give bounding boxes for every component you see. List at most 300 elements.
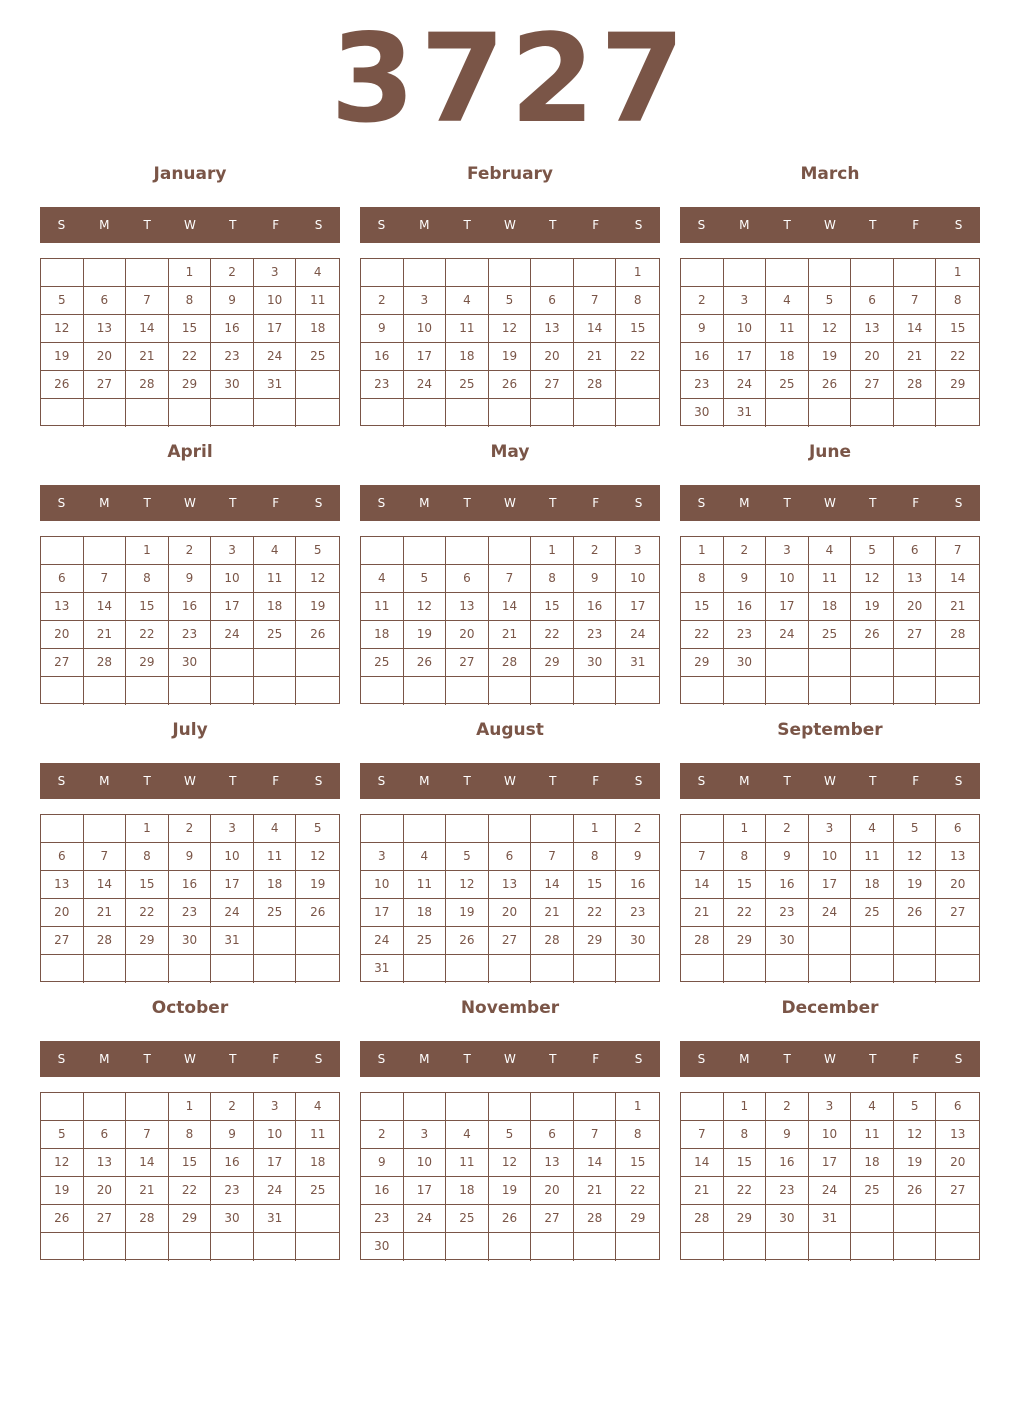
day-cell: 1 (126, 537, 169, 565)
day-cell: 15 (936, 315, 979, 343)
empty-day-cell (894, 399, 937, 427)
empty-day-cell (84, 259, 127, 287)
empty-day-cell (254, 1233, 297, 1261)
day-cell: 30 (681, 399, 724, 427)
day-cell: 27 (936, 1177, 979, 1205)
day-cell: 15 (724, 1149, 767, 1177)
empty-day-cell (489, 677, 532, 705)
day-cell: 3 (211, 815, 254, 843)
day-cell: 28 (681, 1205, 724, 1233)
empty-day-cell (936, 677, 979, 705)
empty-day-cell (404, 1093, 447, 1121)
day-cell: 13 (531, 315, 574, 343)
day-cell: 2 (574, 537, 617, 565)
day-cell: 2 (766, 815, 809, 843)
day-cell: 14 (531, 871, 574, 899)
empty-day-cell (616, 399, 659, 427)
day-cell: 9 (169, 843, 212, 871)
day-cell: 7 (936, 537, 979, 565)
empty-day-cell (446, 1233, 489, 1261)
month-title: April (167, 442, 213, 462)
empty-day-cell (724, 955, 767, 983)
day-cell: 9 (211, 287, 254, 315)
month-title: October (151, 998, 229, 1018)
weekday-header (680, 763, 980, 799)
day-cell: 19 (489, 343, 532, 371)
day-cell: 3 (361, 843, 404, 871)
day-cell: 3 (211, 537, 254, 565)
day-cell: 7 (681, 843, 724, 871)
day-cell: 13 (936, 1121, 979, 1149)
day-cell: 30 (766, 927, 809, 955)
weekday-label: T (869, 774, 877, 788)
empty-day-cell (84, 1233, 127, 1261)
day-cell: 14 (936, 565, 979, 593)
empty-day-cell (766, 259, 809, 287)
weekday-label: F (592, 1052, 600, 1066)
day-cell: 29 (126, 649, 169, 677)
empty-day-cell (574, 399, 617, 427)
empty-day-cell (724, 677, 767, 705)
empty-day-cell (296, 927, 339, 955)
month-title: February (466, 164, 554, 184)
day-cell: 5 (404, 565, 447, 593)
empty-day-cell (894, 1233, 937, 1261)
weekday-label: S (697, 218, 706, 232)
day-cell: 1 (936, 259, 979, 287)
empty-day-cell (531, 815, 574, 843)
day-cell: 22 (169, 1177, 212, 1205)
day-cell: 8 (126, 843, 169, 871)
weekday-label: T (143, 496, 151, 510)
weekday-label: F (272, 1052, 280, 1066)
day-cell: 8 (936, 287, 979, 315)
empty-day-cell (489, 955, 532, 983)
day-cell: 14 (84, 871, 127, 899)
day-cell: 28 (681, 927, 724, 955)
day-cell: 27 (84, 1205, 127, 1233)
day-cell: 11 (446, 1149, 489, 1177)
day-cell: 14 (574, 1149, 617, 1177)
month-title: March (800, 164, 860, 184)
weekday-label: T (783, 496, 791, 510)
empty-day-cell (851, 399, 894, 427)
empty-day-cell (936, 927, 979, 955)
empty-day-cell (531, 955, 574, 983)
empty-day-cell (211, 1233, 254, 1261)
empty-day-cell (41, 1093, 84, 1121)
day-cell: 24 (404, 1205, 447, 1233)
day-cell: 3 (766, 537, 809, 565)
day-cell: 14 (681, 871, 724, 899)
day-cell: 29 (531, 649, 574, 677)
day-cell: 12 (446, 871, 489, 899)
day-cell: 19 (489, 1177, 532, 1205)
day-cell: 22 (724, 899, 767, 927)
empty-day-cell (574, 955, 617, 983)
empty-day-cell (254, 399, 297, 427)
day-cell: 30 (169, 649, 212, 677)
day-cell: 22 (169, 343, 212, 371)
day-cell: 26 (446, 927, 489, 955)
day-cell: 19 (894, 1149, 937, 1177)
day-cell: 8 (724, 1121, 767, 1149)
day-grid (360, 1092, 660, 1260)
weekday-label: T (229, 218, 237, 232)
day-cell: 12 (489, 315, 532, 343)
day-cell: 16 (681, 343, 724, 371)
day-cell: 12 (296, 843, 339, 871)
year-title: 3727 (330, 8, 690, 150)
day-cell: 26 (296, 621, 339, 649)
day-cell: 7 (84, 843, 127, 871)
day-cell: 19 (296, 871, 339, 899)
month-title: July (172, 720, 208, 740)
day-cell: 15 (169, 315, 212, 343)
day-cell: 10 (254, 287, 297, 315)
day-cell: 21 (489, 621, 532, 649)
empty-day-cell (894, 677, 937, 705)
month-title: June (808, 442, 852, 462)
day-grid (360, 814, 660, 982)
day-cell: 8 (616, 287, 659, 315)
day-cell: 22 (126, 899, 169, 927)
day-cell: 27 (531, 371, 574, 399)
empty-day-cell (766, 955, 809, 983)
weekday-label: W (504, 496, 516, 510)
day-cell: 13 (851, 315, 894, 343)
day-cell: 9 (724, 565, 767, 593)
empty-day-cell (126, 677, 169, 705)
day-cell: 26 (489, 371, 532, 399)
empty-day-cell (446, 677, 489, 705)
weekday-label: S (314, 218, 323, 232)
weekday-label: S (954, 218, 963, 232)
weekday-label: M (739, 1052, 750, 1066)
day-cell: 29 (724, 927, 767, 955)
weekday-label: F (272, 496, 280, 510)
day-cell: 13 (489, 871, 532, 899)
day-cell: 13 (446, 593, 489, 621)
day-cell: 20 (894, 593, 937, 621)
empty-day-cell (211, 399, 254, 427)
day-cell: 23 (211, 343, 254, 371)
empty-day-cell (296, 955, 339, 983)
day-cell: 13 (936, 843, 979, 871)
day-cell: 17 (211, 871, 254, 899)
empty-day-cell (361, 1093, 404, 1121)
day-cell: 27 (531, 1205, 574, 1233)
day-cell: 25 (361, 649, 404, 677)
day-cell: 9 (574, 565, 617, 593)
day-cell: 7 (126, 287, 169, 315)
weekday-header (360, 763, 660, 799)
day-cell: 26 (809, 371, 852, 399)
day-cell: 15 (681, 593, 724, 621)
day-cell: 26 (894, 899, 937, 927)
day-cell: 18 (361, 621, 404, 649)
day-cell: 5 (296, 537, 339, 565)
day-cell: 20 (41, 899, 84, 927)
empty-day-cell (616, 955, 659, 983)
day-cell: 16 (766, 1149, 809, 1177)
day-cell: 17 (361, 899, 404, 927)
empty-day-cell (724, 259, 767, 287)
weekday-label: F (592, 496, 600, 510)
day-cell: 2 (724, 537, 767, 565)
day-cell: 17 (254, 1149, 297, 1177)
day-cell: 21 (894, 343, 937, 371)
day-cell: 29 (574, 927, 617, 955)
day-cell: 5 (894, 815, 937, 843)
day-cell: 23 (766, 1177, 809, 1205)
empty-day-cell (404, 815, 447, 843)
empty-day-cell (84, 1093, 127, 1121)
day-cell: 4 (809, 537, 852, 565)
day-cell: 11 (446, 315, 489, 343)
day-cell: 7 (84, 565, 127, 593)
day-cell: 21 (84, 621, 127, 649)
day-cell: 12 (41, 1149, 84, 1177)
day-cell: 25 (254, 621, 297, 649)
day-cell: 11 (254, 843, 297, 871)
day-cell: 4 (254, 537, 297, 565)
day-cell: 17 (254, 315, 297, 343)
day-cell: 20 (489, 899, 532, 927)
weekday-label: T (549, 1052, 557, 1066)
day-cell: 16 (616, 871, 659, 899)
day-cell: 10 (809, 1121, 852, 1149)
month-title: November (460, 998, 560, 1018)
empty-day-cell (126, 955, 169, 983)
weekday-label: S (634, 774, 643, 788)
weekday-label: M (419, 1052, 430, 1066)
day-cell: 3 (254, 1093, 297, 1121)
day-cell: 24 (616, 621, 659, 649)
empty-day-cell (211, 677, 254, 705)
empty-day-cell (41, 537, 84, 565)
day-cell: 25 (851, 1177, 894, 1205)
day-cell: 25 (446, 371, 489, 399)
weekday-label: T (463, 496, 471, 510)
empty-day-cell (489, 815, 532, 843)
day-cell: 10 (211, 843, 254, 871)
day-cell: 27 (41, 649, 84, 677)
day-cell: 4 (361, 565, 404, 593)
empty-day-cell (766, 1233, 809, 1261)
day-cell: 27 (41, 927, 84, 955)
day-cell: 2 (211, 259, 254, 287)
weekday-label: T (463, 774, 471, 788)
day-cell: 8 (574, 843, 617, 871)
day-cell: 6 (489, 843, 532, 871)
day-cell: 20 (936, 1149, 979, 1177)
empty-day-cell (361, 677, 404, 705)
empty-day-cell (724, 1233, 767, 1261)
day-cell: 23 (361, 1205, 404, 1233)
empty-day-cell (681, 1093, 724, 1121)
day-cell: 18 (809, 593, 852, 621)
day-cell: 1 (531, 537, 574, 565)
empty-day-cell (211, 649, 254, 677)
day-cell: 1 (681, 537, 724, 565)
day-cell: 16 (211, 315, 254, 343)
day-cell: 27 (84, 371, 127, 399)
weekday-label: S (954, 774, 963, 788)
day-cell: 30 (724, 649, 767, 677)
day-cell: 19 (446, 899, 489, 927)
day-cell: 19 (41, 343, 84, 371)
day-cell: 30 (361, 1233, 404, 1261)
empty-day-cell (446, 537, 489, 565)
day-cell: 29 (936, 371, 979, 399)
day-cell: 21 (126, 343, 169, 371)
empty-day-cell (404, 399, 447, 427)
weekday-label: M (739, 218, 750, 232)
weekday-label: M (99, 774, 110, 788)
day-cell: 31 (254, 371, 297, 399)
weekday-label: S (634, 496, 643, 510)
day-cell: 11 (766, 315, 809, 343)
day-cell: 1 (169, 259, 212, 287)
weekday-header (360, 1041, 660, 1077)
weekday-label: F (272, 218, 280, 232)
day-cell: 7 (681, 1121, 724, 1149)
day-cell: 13 (41, 593, 84, 621)
empty-day-cell (169, 955, 212, 983)
day-cell: 6 (41, 565, 84, 593)
day-cell: 26 (41, 1205, 84, 1233)
weekday-header (360, 207, 660, 243)
day-cell: 30 (574, 649, 617, 677)
weekday-label: W (504, 774, 516, 788)
day-cell: 18 (446, 1177, 489, 1205)
day-cell: 9 (211, 1121, 254, 1149)
empty-day-cell (446, 259, 489, 287)
empty-day-cell (851, 1233, 894, 1261)
day-cell: 24 (809, 1177, 852, 1205)
day-cell: 15 (169, 1149, 212, 1177)
day-cell: 16 (169, 593, 212, 621)
day-cell: 28 (894, 371, 937, 399)
empty-day-cell (404, 537, 447, 565)
empty-day-cell (296, 649, 339, 677)
weekday-label: S (377, 1052, 386, 1066)
day-cell: 3 (809, 1093, 852, 1121)
empty-day-cell (809, 399, 852, 427)
weekday-label: T (463, 218, 471, 232)
day-cell: 8 (169, 287, 212, 315)
empty-day-cell (361, 259, 404, 287)
day-cell: 14 (126, 1149, 169, 1177)
day-cell: 14 (574, 315, 617, 343)
weekday-header (680, 485, 980, 521)
empty-day-cell (894, 649, 937, 677)
day-cell: 15 (126, 871, 169, 899)
day-cell: 14 (489, 593, 532, 621)
day-cell: 11 (254, 565, 297, 593)
empty-day-cell (41, 259, 84, 287)
day-cell: 25 (296, 1177, 339, 1205)
day-cell: 19 (404, 621, 447, 649)
day-cell: 5 (296, 815, 339, 843)
day-cell: 22 (616, 343, 659, 371)
day-cell: 20 (936, 871, 979, 899)
empty-day-cell (616, 1233, 659, 1261)
day-grid (40, 536, 340, 704)
day-cell: 11 (809, 565, 852, 593)
day-cell: 18 (766, 343, 809, 371)
empty-day-cell (41, 677, 84, 705)
day-cell: 19 (851, 593, 894, 621)
empty-day-cell (851, 649, 894, 677)
weekday-label: T (463, 1052, 471, 1066)
day-cell: 5 (489, 287, 532, 315)
empty-day-cell (446, 955, 489, 983)
day-cell: 4 (446, 1121, 489, 1149)
day-cell: 28 (936, 621, 979, 649)
day-cell: 16 (724, 593, 767, 621)
day-cell: 28 (489, 649, 532, 677)
day-cell: 16 (766, 871, 809, 899)
empty-day-cell (809, 1233, 852, 1261)
weekday-label: W (184, 496, 196, 510)
day-cell: 20 (531, 343, 574, 371)
empty-day-cell (254, 677, 297, 705)
weekday-label: T (783, 1052, 791, 1066)
weekday-label: T (143, 774, 151, 788)
empty-day-cell (489, 1093, 532, 1121)
empty-day-cell (404, 1233, 447, 1261)
day-cell: 8 (681, 565, 724, 593)
weekday-label: S (314, 1052, 323, 1066)
empty-day-cell (169, 1233, 212, 1261)
weekday-header (40, 763, 340, 799)
weekday-label: M (99, 496, 110, 510)
empty-day-cell (446, 1093, 489, 1121)
day-cell: 27 (894, 621, 937, 649)
day-cell: 2 (361, 1121, 404, 1149)
day-cell: 12 (894, 843, 937, 871)
day-cell: 6 (446, 565, 489, 593)
weekday-label: T (869, 1052, 877, 1066)
empty-day-cell (894, 927, 937, 955)
empty-day-cell (489, 1233, 532, 1261)
day-cell: 24 (254, 343, 297, 371)
day-cell: 28 (531, 927, 574, 955)
day-cell: 3 (404, 1121, 447, 1149)
day-cell: 6 (84, 287, 127, 315)
day-cell: 31 (211, 927, 254, 955)
day-cell: 21 (126, 1177, 169, 1205)
day-cell: 3 (616, 537, 659, 565)
day-cell: 23 (681, 371, 724, 399)
day-cell: 4 (404, 843, 447, 871)
day-cell: 25 (296, 343, 339, 371)
day-cell: 27 (489, 927, 532, 955)
day-cell: 1 (126, 815, 169, 843)
weekday-label: F (592, 218, 600, 232)
day-cell: 10 (361, 871, 404, 899)
empty-day-cell (531, 1233, 574, 1261)
day-cell: 2 (616, 815, 659, 843)
day-cell: 30 (211, 371, 254, 399)
day-cell: 20 (84, 1177, 127, 1205)
weekday-label: S (697, 774, 706, 788)
empty-day-cell (894, 259, 937, 287)
day-cell: 2 (361, 287, 404, 315)
day-cell: 23 (211, 1177, 254, 1205)
